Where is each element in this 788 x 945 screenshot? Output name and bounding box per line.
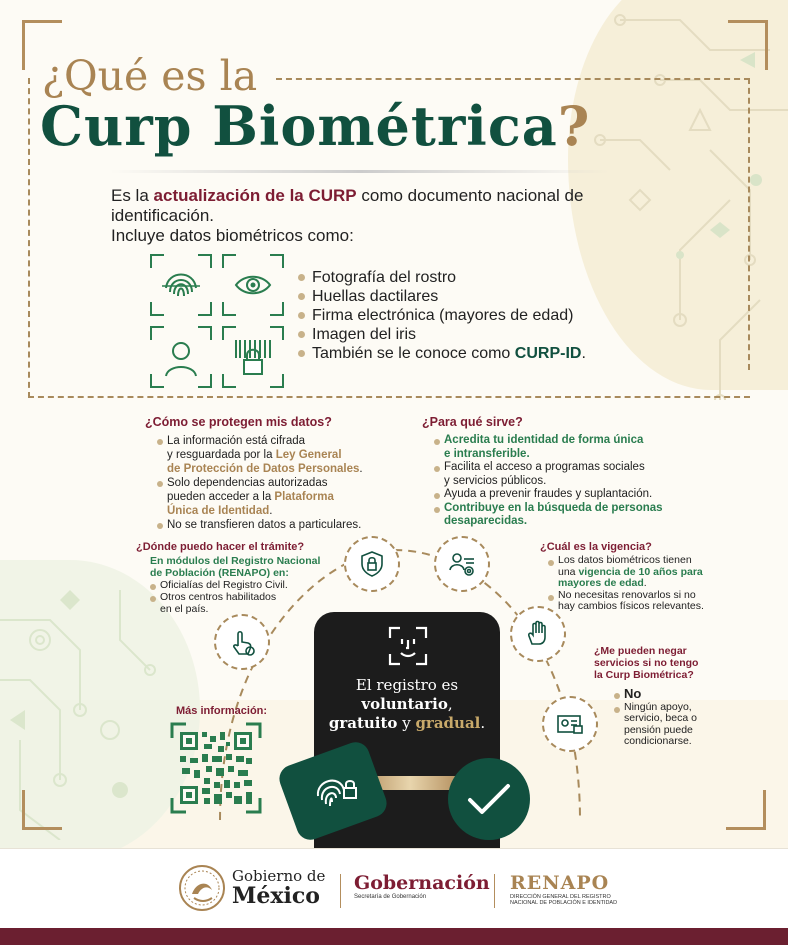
- user-fingerprint-ring: [434, 536, 490, 592]
- palm-icon: [524, 620, 552, 648]
- corner-bracket-bottom-right: [726, 790, 766, 830]
- word-gradual: gradual: [415, 714, 481, 732]
- where-body: [150, 555, 330, 615]
- more-info-label: Más información:: [176, 705, 268, 717]
- face-user-icon: [150, 326, 212, 388]
- corner-bracket-top-right: [728, 20, 768, 70]
- word-free: gratuito: [328, 714, 398, 732]
- list-item: Facilita el acceso a programas sociales y servicios públicos.: [434, 461, 704, 488]
- list-item: Los datos biométricos tienen una vigencia de 10 años para mayores de edad.: [548, 555, 718, 590]
- list-item: Contribuye en la búsqueda de personas desaparecidas.: [434, 502, 704, 529]
- list-item: No necesitas renovarlos si no hay cambios físicos relevantes.: [548, 590, 718, 613]
- qr-code[interactable]: [170, 722, 262, 814]
- heading-where: ¿Dónde puedo hacer el trámite?: [136, 541, 305, 553]
- validity-body: [548, 555, 718, 613]
- barcode-lock-icon: [222, 326, 284, 388]
- protect-body: [157, 434, 397, 532]
- intro-highlight: actualización de la CURP: [153, 186, 357, 205]
- heading-validity: ¿Cuál es la vigencia?: [540, 541, 652, 553]
- mexico-coat-of-arms-icon: [178, 864, 226, 912]
- palm-ring: [510, 606, 566, 662]
- where-sub-2: de Población (RENAPO) en:: [150, 567, 289, 579]
- footer-gobernacion: Gobernación Secretaría de Gobernación: [354, 872, 490, 900]
- footer-separator-2: [494, 874, 495, 908]
- list-item: Firma electrónica (mayores de edad): [298, 306, 586, 325]
- purpose-body: [434, 434, 704, 529]
- dashed-frame-top: [276, 78, 750, 80]
- word-voluntary: voluntario: [361, 695, 448, 713]
- deny-body: [614, 688, 704, 748]
- intro-line-2: Incluye datos biométricos como:: [111, 226, 354, 245]
- footer-bar: [0, 928, 788, 945]
- hand-touch-icon: [228, 628, 256, 656]
- title-divider: [110, 170, 610, 173]
- title-question-mark: ?: [557, 94, 591, 158]
- face-scan-icon: [388, 626, 428, 666]
- shield-lock-icon: [358, 550, 386, 578]
- heading-deny: ¿Me pueden negar servicios si no tengo la Curp Biométrica?: [594, 645, 699, 681]
- list-item: Acredita tu identidad de forma única e intransferible.: [434, 434, 704, 461]
- list-item: Solo dependencias autorizadas pueden acceder a la Plataforma Única de Identidad.: [157, 476, 397, 518]
- intro-prefix: Es la: [111, 186, 154, 205]
- list-item: Ningún apoyo, servicio, beca o pensión puede condicionarse.: [614, 702, 704, 748]
- corner-bracket-bottom-left: [22, 790, 62, 830]
- shield-lock-ring: [344, 536, 400, 592]
- fingerprint-lock-icon: [310, 766, 362, 816]
- phone-message-line-1: El registro es: [355, 676, 459, 694]
- list-item: Huellas dactilares: [298, 287, 586, 306]
- list-item: La información está cifrada y resguardada por la Ley General de Protección de Datos Personales.: [157, 434, 397, 476]
- where-sub-1: En módulos del Registro Nacional: [150, 555, 321, 567]
- fingerprint-icon: [150, 254, 212, 316]
- list-item: No se transfieren datos a particulares.: [157, 518, 397, 532]
- id-card-ring: [542, 696, 598, 752]
- eye-icon: [222, 254, 284, 316]
- intro-suffix: como documento nacional de identificación.: [111, 186, 584, 225]
- list-item: Ayuda a prevenir fraudes y suplantación.: [434, 488, 704, 502]
- biometric-list: [298, 268, 586, 363]
- touch-ring: [214, 614, 270, 670]
- footer-separator-1: [340, 874, 341, 908]
- footer-gobierno: Gobierno de México: [232, 867, 326, 909]
- footer-renapo: RENAPO DIRECCIÓN GENERAL DEL REGISTRO NACIONAL DE POBLACIÓN E IDENTIDAD: [510, 872, 618, 906]
- heading-purpose: ¿Para qué sirve?: [422, 415, 523, 429]
- deny-answer: No: [614, 688, 704, 702]
- list-item: Otros centros habilitados en el país.: [150, 591, 330, 615]
- list-item: Oficialías del Registro Civil.: [150, 579, 330, 591]
- list-item: Fotografía del rostro: [298, 268, 586, 287]
- check-icon: [466, 780, 512, 820]
- heading-protect: ¿Cómo se protegen mis datos?: [145, 415, 332, 429]
- title-line-1: ¿Qué es la: [42, 52, 258, 100]
- user-fingerprint-icon: [448, 550, 476, 578]
- list-item: También se le conoce como CURP-ID.: [298, 344, 586, 363]
- intro-text: [111, 186, 631, 246]
- id-card-icon: [556, 710, 584, 738]
- title-line-2: [40, 94, 590, 158]
- list-item: Imagen del iris: [298, 325, 586, 344]
- dashed-frame-right: [748, 78, 750, 370]
- phone-message: El registro es voluntario, gratuito y gradual.: [326, 676, 488, 733]
- title-main: Curp Biométrica: [40, 94, 558, 158]
